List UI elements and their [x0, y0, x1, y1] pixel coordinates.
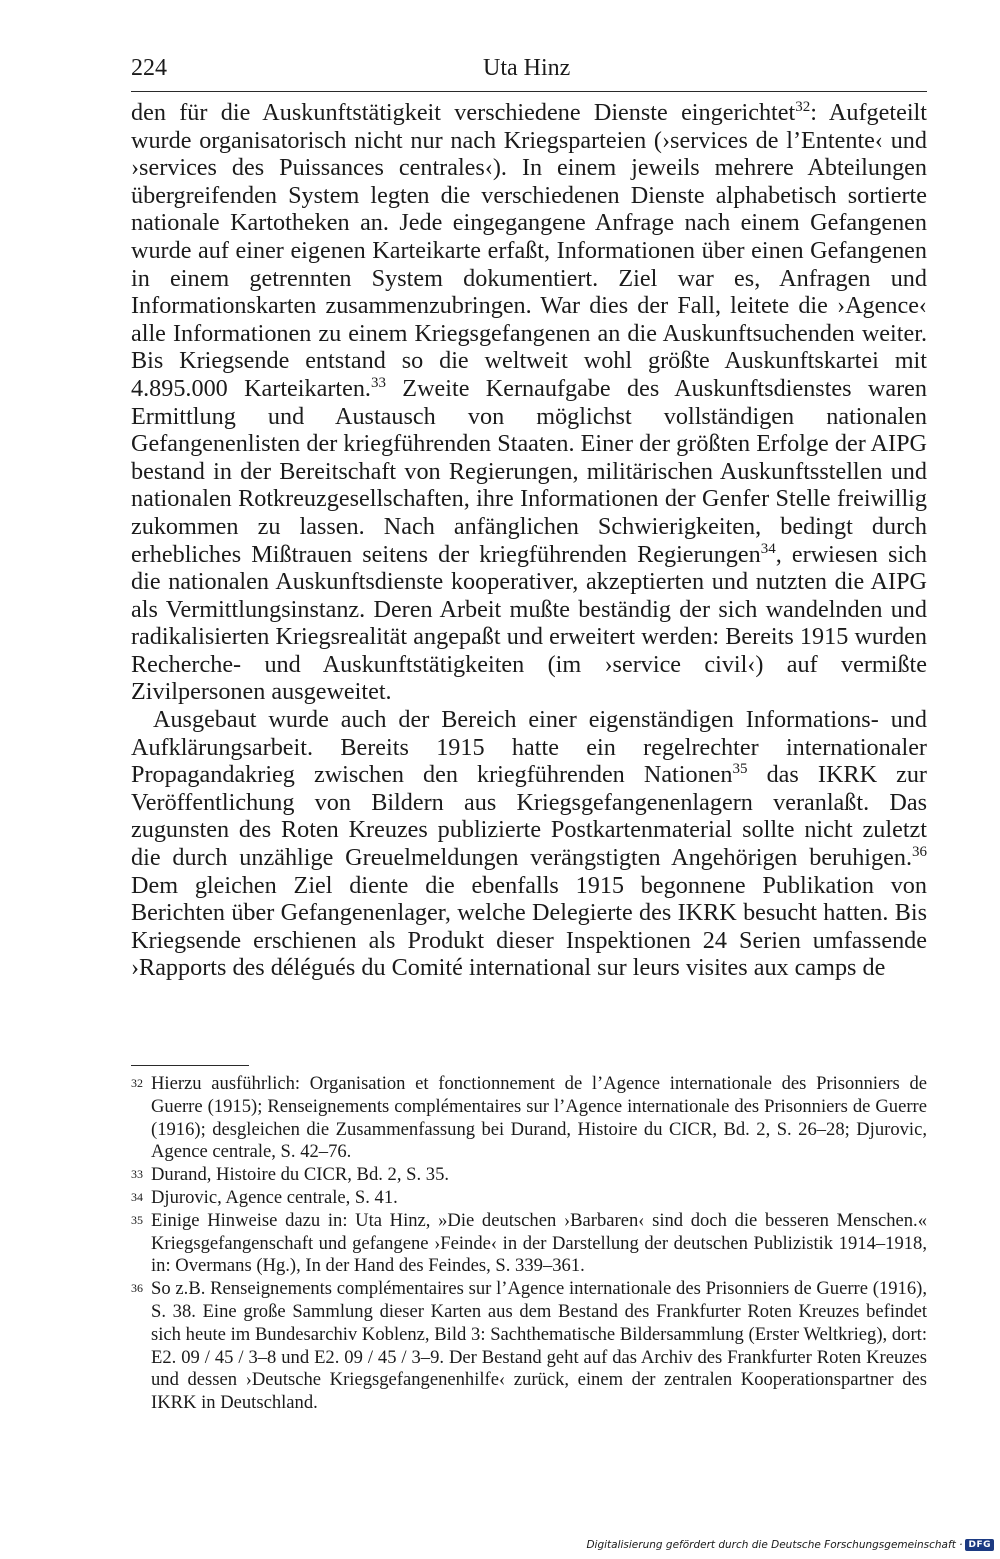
footnote-text: Djurovic, Agence centrale, S. 41. [151, 1186, 398, 1208]
body-text-run: das IKRK zur Veröffentlichung von Bildern aus Kriegsgefangenenlagern veranlaßt. Das zugunsten des Roten Kreuzes publizierte Postkartenmaterial sollte nicht zuletzt die durch unzählige Greuelmeldungen verängstigten Angehörigen beruhigen. [131, 761, 927, 872]
body-text-run: Zweite Kernaufgabe des Auskunftsdienstes waren Ermittlung und Austausch von möglichst vollständigen nationalen Gefangenenlisten der kriegführenden Staaten. Einer der größten Erfolge der AIPG bestand in der Bereitschaft von Regierungen, militärischen Auskunftsstellen und nationalen Rotkreuzgesellschaften, ihre Informationen der Genfer Stelle freiwillig zukommen zu lassen. Nach anfänglichen Schwierigkeiten, bedingt durch erhebliches Mißtrauen seitens der kriegführenden Regierungen [131, 374, 927, 568]
paragraph-1 [131, 99, 927, 706]
footnote-36 [131, 1278, 927, 1415]
footnote-ref-36[interactable]: 36 [912, 844, 927, 861]
footnote-33 [131, 1164, 927, 1187]
body-text-run: : Aufgeteilt wurde organisatorisch nicht nur nach Kriegsparteien (›services de l’Entente‹ und ›services des Puissances centrales‹). In einem jeweils mehrere Abteilungen übergreifenden System legten die verschiedenen Dienste alphabetisch sortierte nationale Kartotheken an. Jede eingegangene Anfrage nach einem Gefangenen wurde auf einer eigenen Karteikarte erfaßt, Informationen über einen Gefangenen in einem getrennten System dokumentiert. Ziel war es, Anfragen und Informationskarten zusammenzubringen. War dies der Fall, leitete die ›Agence‹ alle Informationen zu einem Kriegsgefangenen an die Auskunftsuchenden weiter. Bis Kriegsende entstand so die weltweit wohl größte Auskunftskartei mit 4.895.000 Karteikarten. [131, 99, 927, 402]
running-head: Uta Hinz [483, 55, 571, 81]
footnote-number: 35 [131, 1212, 143, 1227]
body-text [131, 99, 927, 982]
digitization-credit [586, 1539, 994, 1551]
paragraph-2 [131, 706, 927, 982]
body-text-run: , erwiesen sich die nationalen Auskunftsdienste kooperativer, akzeptierten und nutzten die AIPG als Vermittlungsinstanz. Deren Arbeit mußte beständig der sich wandelnden und radikalisierten Kriegsrealität angepaßt und erweitert werden: Bereits 1915 wurden Recherche- und Auskunftstätigkeiten (im ›service civil‹) auf vermißte Zivilpersonen ausgeweitet. [131, 540, 927, 706]
footnote-number: 32 [131, 1076, 143, 1090]
credit-text: Digitalisierung gefördert durch die Deutsche Forschungsgemeinschaft · [586, 1539, 963, 1551]
footnote-number: 34 [131, 1189, 143, 1204]
dfg-logo: DFG [965, 1539, 994, 1551]
footnote-text: Einige Hinweise dazu in: Uta Hinz, »Die deutschen ›Barbaren‹ sind doch die besseren Menschen.« Kriegsgefangenschaft und gefangene ›Feinde‹ in der Darstellung der deutschen Publizistik 1914–1918, in: Overmans (Hg.), In der Hand des Feindes, S. 339–361. [151, 1209, 927, 1277]
footnote-number: 36 [131, 1281, 143, 1296]
body-text-run: Dem gleichen Ziel diente die ebenfalls 1915 begonnene Publikation von Berichten über Gefangenenlager, welche Delegierte des IKRK besucht hatten. Bis Kriegsende erschienen als Produkt dieser Inspektionen 24 Serien umfassende ›Rapports des délégués du Comité international sur leurs visites aux camps de [131, 871, 927, 982]
body-text-run: Ausgebaut wurde auch der Bereich einer eigenständigen Informations- und Aufklärungsarbeit. Bereits 1915 hatte ein regelrechter internationaler Propagandakrieg zwischen den kriegführenden Nationen [131, 706, 927, 789]
footnote-ref-34[interactable]: 34 [760, 540, 776, 557]
footnote-divider [131, 1065, 249, 1066]
footnotes [131, 1073, 927, 1415]
page-header [131, 55, 927, 92]
footnote-ref-32[interactable]: 32 [795, 99, 811, 115]
footnote-ref-35[interactable]: 35 [732, 761, 748, 778]
page-number: 224 [131, 55, 167, 81]
footnote-32 [131, 1073, 927, 1164]
body-text-run: den für die Auskunftstätigkeit verschiedene Dienste eingerichtet [131, 99, 796, 126]
footnote-35 [131, 1210, 927, 1278]
footnote-text: So z.B. Renseignements complémentaires sur l’Agence internationale des Prisonniers de Guerre (1916), S. 38. Eine große Sammlung dieser Karten aus dem Bestand des Frankfurter Roten Kreuzes befindet sich heute im Bundesarchiv Koblenz, Bild 3: Sachthematische Bildersammlung (Erster Weltkrieg), dort: E2. 09 / 45 / 3–8 und E2. 09 / 45 / 3–9. Der Bestand geht auf das Archiv des Frankfurter Roten Kreuzes und dessen ›Deutsche Kriegsgefangenenhilfe‹ zurück, einem der zentralen Kooperationspartner des IKRK in Deutschland. [151, 1278, 927, 1414]
footnote-text: Durand, Histoire du CICR, Bd. 2, S. 35. [151, 1164, 450, 1186]
footnote-34 [131, 1187, 927, 1210]
footnote-text: Hierzu ausführlich: Organisation et fonctionnement de l’Agence internationale des Prisonniers de Guerre (1915); Renseignements complémentaires sur l’Agence internationale des Prisonniers de Guerre (1916); desgleichen die Zusammenfassung bei Durand, Histoire du CICR, Bd. 2, S. 26–28; Djurovic, Agence centrale, S. 42–76. [151, 1073, 927, 1163]
footnote-number: 33 [131, 1167, 143, 1182]
footnote-ref-33[interactable]: 33 [370, 374, 386, 391]
